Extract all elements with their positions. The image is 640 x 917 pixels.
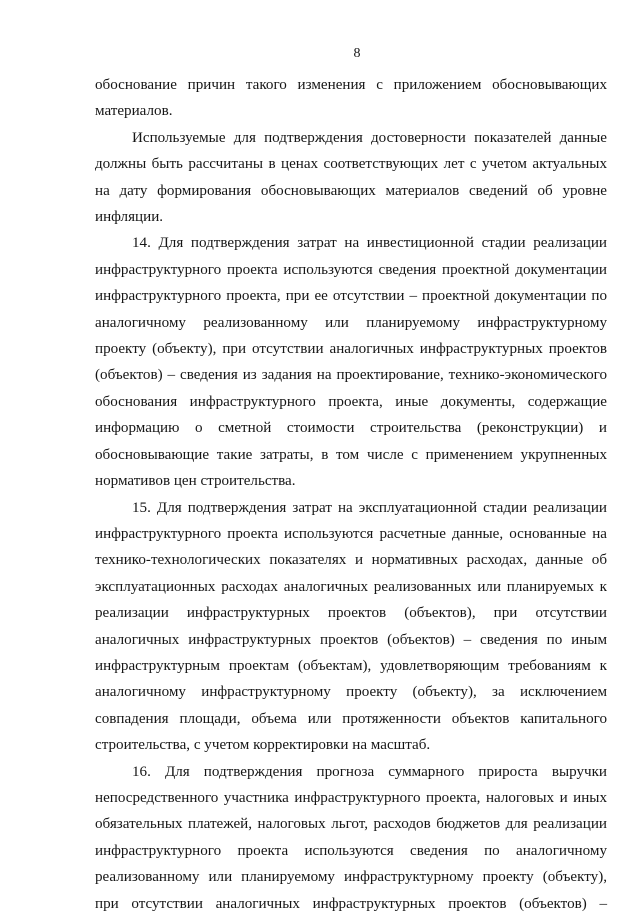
paragraph-continuation: обоснование причин такого изменения с приложением обосновывающих материалов. — [95, 77, 607, 120]
paragraph-item-14: 14. Для подтверждения затрат на инвестиционной стадии реализации инфраструктурного проекта используются сведения проектной документации инфраструктурного проекта, при ее отсутствии – проектной документации по аналогичному реализованному или планируемому инфраструктурному проекту (объекту), при отсутствии аналогичных инфраструктурных проектов (объектов) – сведения из задания на проектирование, технико-экономического обоснования инфраструктурного проекта, иные документы, содержащие информацию о сметной стоимости строительства (реконструкции) и обосновывающие такие затраты, в том числе с применением укрупненных нормативов цен строительства. — [95, 235, 607, 490]
paragraph-price-indicators: Используемые для подтверждения достоверности показателей данные должны быть рассчитаны в ценах соответствующих лет с учетом актуальных на дату формирования обосновывающих материалов сведений об уровне инфляции. — [95, 129, 607, 226]
page-number: 8 — [353, 46, 361, 61]
paragraph-item-15: 15. Для подтверждения затрат на эксплуатационной стадии реализации инфраструктурного проекта используются расчетные данные, основанные на технико-технологических показателях и нормативных расходах, данные об эксплуатационных расходах аналогичных реализованных или планируемых к реализации инфраструктурных проектов (объектов), при отсутствии аналогичных инфраструктурных проектов (объектов) – сведения по иным инфраструктурным проектам (объектам), удовлетворяющим требованиям к аналогичному инфраструктурному проекту (объекту), за исключением совпадения площади, объема или протяженности объектов капитального строительства, с учетом корректировки на масштаб. — [95, 499, 607, 754]
paragraph-item-16: 16. Для подтверждения прогноза суммарного прироста выручки непосредственного участника инфраструктурного проекта, налоговых и иных обязательных платежей, налоговых льгот, расходов бюджетов для реализации инфраструктурного проекта используются сведения по аналогичному реализованному или планируемому инфраструктурному проекту (объекту), при отсутствии аналогичных инфраструктурных проектов (объектов) – — [95, 763, 607, 912]
